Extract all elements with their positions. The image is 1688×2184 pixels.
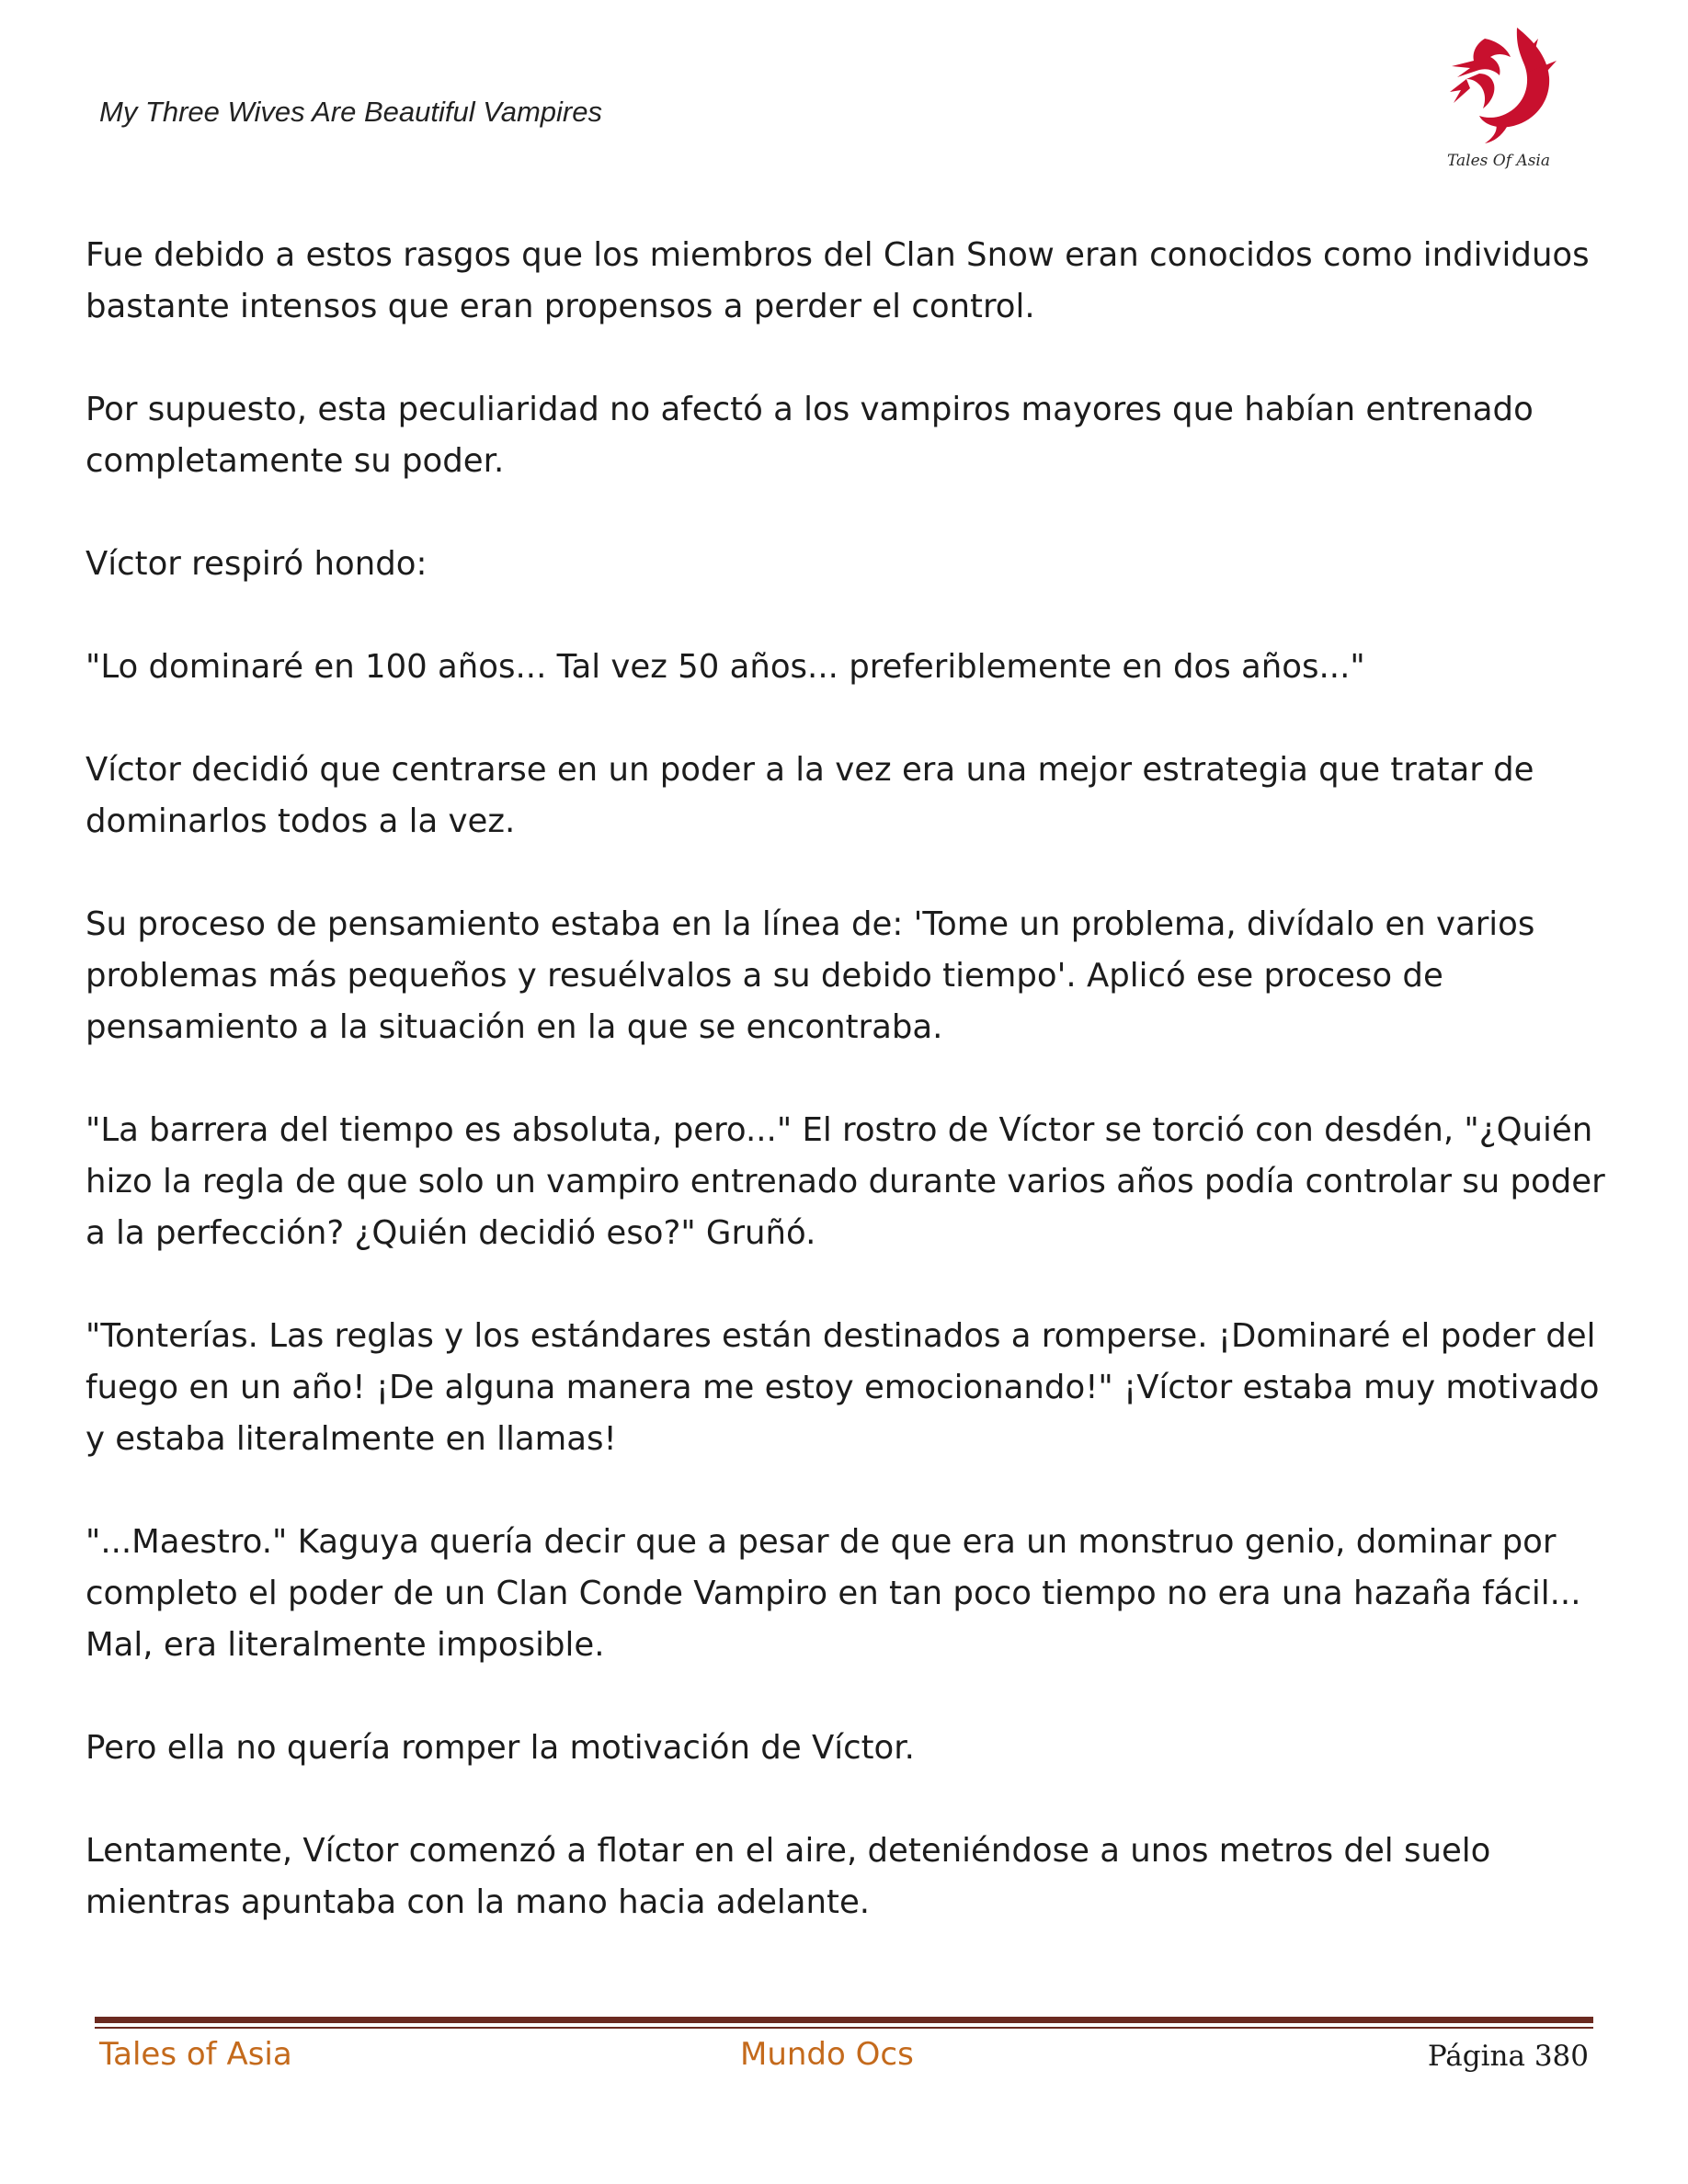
paragraph: Víctor respiró hondo: bbox=[86, 545, 428, 583]
paragraph: Su proceso de pensamiento estaba en la línea de: 'Tome un problema, divídalo en varios problemas más pequeños y resuélvalos a su debido tiempo'. Aplicó ese proceso de pensamiento a la situación en la que se encontraba. bbox=[86, 905, 1535, 1046]
paragraph: Lentamente, Víctor comenzó a flotar en el aire, deteniéndose a unos metros del suelo mientras apuntaba con la mano hacia adelante. bbox=[86, 1832, 1491, 1921]
paragraph: "...Maestro." Kaguya quería decir que a pesar de que era un monstruo genio, dominar por completo el poder de un Clan Conde Vampiro en tan poco tiempo no era una hazaña fácil... Mal, era literalmente imposible. bbox=[86, 1523, 1581, 1664]
paragraph: Por supuesto, esta peculiaridad no afectó a los vampiros mayores que habían entrenado completamente su poder. bbox=[86, 391, 1534, 480]
paragraph: "La barrera del tiempo es absoluta, pero..." El rostro de Víctor se torció con desdén, "¿Quién hizo la regla de que solo un vampiro entrenado durante varios años podía controlar su poder a la perfección? ¿Quién decidió eso?" Gruñó. bbox=[86, 1111, 1605, 1252]
red-dragon-icon bbox=[1430, 20, 1568, 149]
paragraph: "Lo dominaré en 100 años... Tal vez 50 años... preferiblemente en dos años..." bbox=[86, 648, 1365, 686]
footer-divider-thin bbox=[95, 2027, 1593, 2029]
page-number: Página 380 bbox=[1427, 2040, 1589, 2073]
paragraph: "Tonterías. Las reglas y los estándares están destinados a romperse. ¡Dominaré el poder del fuego en un año! ¡De alguna manera me estoy emocionando!" ¡Víctor estaba muy motivado y estaba literalmente en llamas! bbox=[86, 1317, 1600, 1458]
tales-of-asia-logo bbox=[1430, 20, 1568, 181]
logo-caption: Tales Of Asia bbox=[1447, 152, 1550, 170]
footer-translator: Mundo Ocs bbox=[740, 2036, 914, 2073]
paragraph: Fue debido a estos rasgos que los miembros del Clan Snow eran conocidos como individuos bastante intensos que eran propensos a perder el control. bbox=[86, 236, 1590, 325]
page-body bbox=[86, 230, 1612, 1980]
book-title: My Three Wives Are Beautiful Vampires bbox=[99, 96, 602, 128]
paragraph: Víctor decidió que centrarse en un poder a la vez era una mejor estrategia que tratar de dominarlos todos a la vez. bbox=[86, 751, 1534, 840]
footer-divider bbox=[95, 2017, 1593, 2023]
paragraph: Pero ella no quería romper la motivación de Víctor. bbox=[86, 1729, 915, 1767]
footer-publisher: Tales of Asia bbox=[99, 2036, 292, 2073]
